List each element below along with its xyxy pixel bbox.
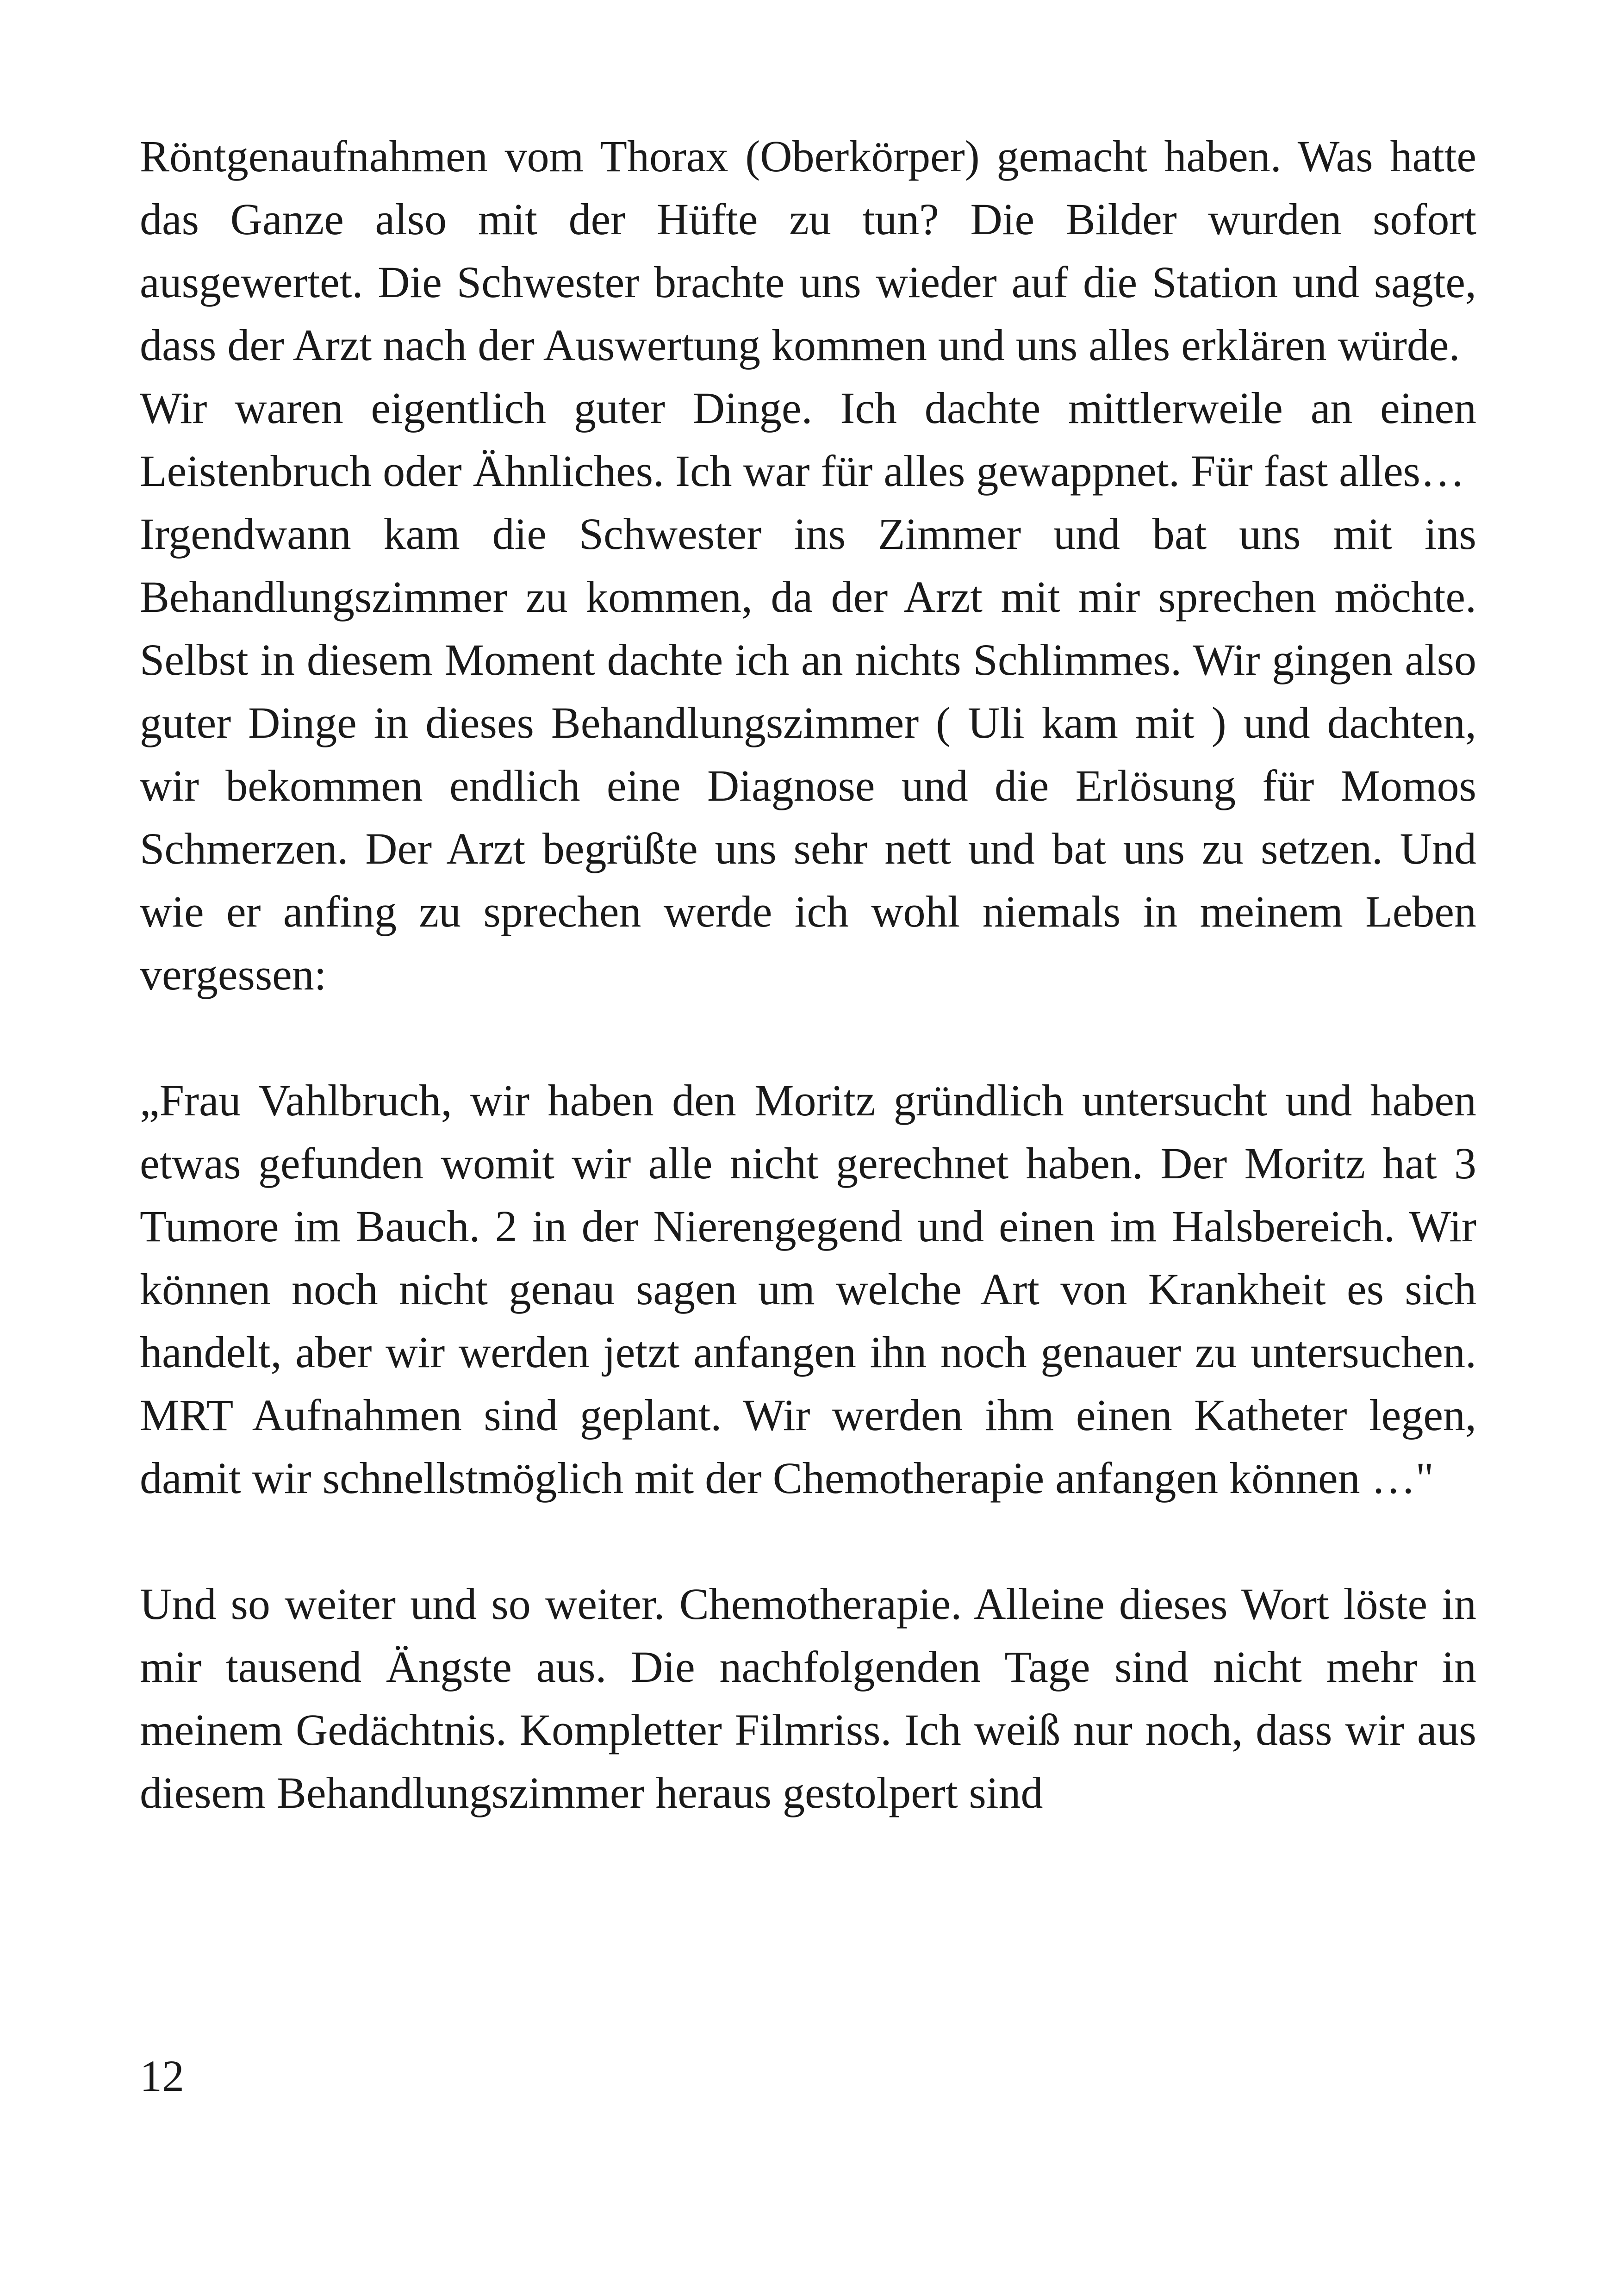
paragraph-chemotherapy: Und so weiter und so weiter. Chemotherapie. Alleine dieses Wort löste in mir tausend Ängste aus. Die nachfolgenden Tage sind nicht mehr in meinem Gedächtnis. Kompletter Filmriss. Ich weiß nur noch, dass wir aus diesem Behandlungszimmer heraus gestolpert sind [140, 1579, 1476, 1817]
page-number: 12 [140, 2051, 184, 2101]
paragraph-good-spirits: Wir waren eigentlich guter Dinge. Ich dachte mittlerweile an einen Leistenbruch oder Ähnliches. Ich war für alles gewappnet. Für fast alles… [140, 383, 1476, 496]
paragraph-xray: Röntgenaufnahmen vom Thorax (Oberkörper) gemacht haben. Was hatte das Ganze also mit der Hüfte zu tun? Die Bilder wurden sofort ausgewertet. Die Schwester brachte uns wieder auf die Station und sagte, dass der Arzt nach der Auswertung kommen und uns alles erklären würde. [140, 131, 1476, 370]
paragraph-treatment-room: Irgendwann kam die Schwester ins Zimmer und bat uns mit ins Behandlungszimmer zu kommen, da der Arzt mit mir sprechen möchte. Selbst in diesem Moment dachte ich an nichts Schlimmes. Wir gingen also guter Dinge in dieses Behandlungszimmer ( Uli kam mit ) und dachten, wir bekommen endlich eine Diagnose und die Erlösung für Momos Schmerzen. Der Arzt begrüßte uns sehr nett und bat uns zu setzen. Und wie er anfing zu sprechen werde ich wohl niemals in meinem Leben vergessen: [140, 509, 1476, 999]
body-text [140, 125, 1476, 1824]
paragraph-doctor-quote: „Frau Vahlbruch, wir haben den Moritz gründlich untersucht und haben etwas gefunden womit wir alle nicht gerechnet haben. Der Moritz hat 3 Tumore im Bauch. 2 in der Nierengegend und einen im Halsbereich. Wir können noch nicht genau sagen um welche Art von Krankheit es sich handelt, aber wir werden jetzt anfangen ihn noch genauer zu untersuchen. MRT Aufnahmen sind geplant. Wir werden ihm einen Katheter legen, damit wir schnellstmöglich mit der Chemotherapie anfangen können …" [140, 1076, 1476, 1503]
